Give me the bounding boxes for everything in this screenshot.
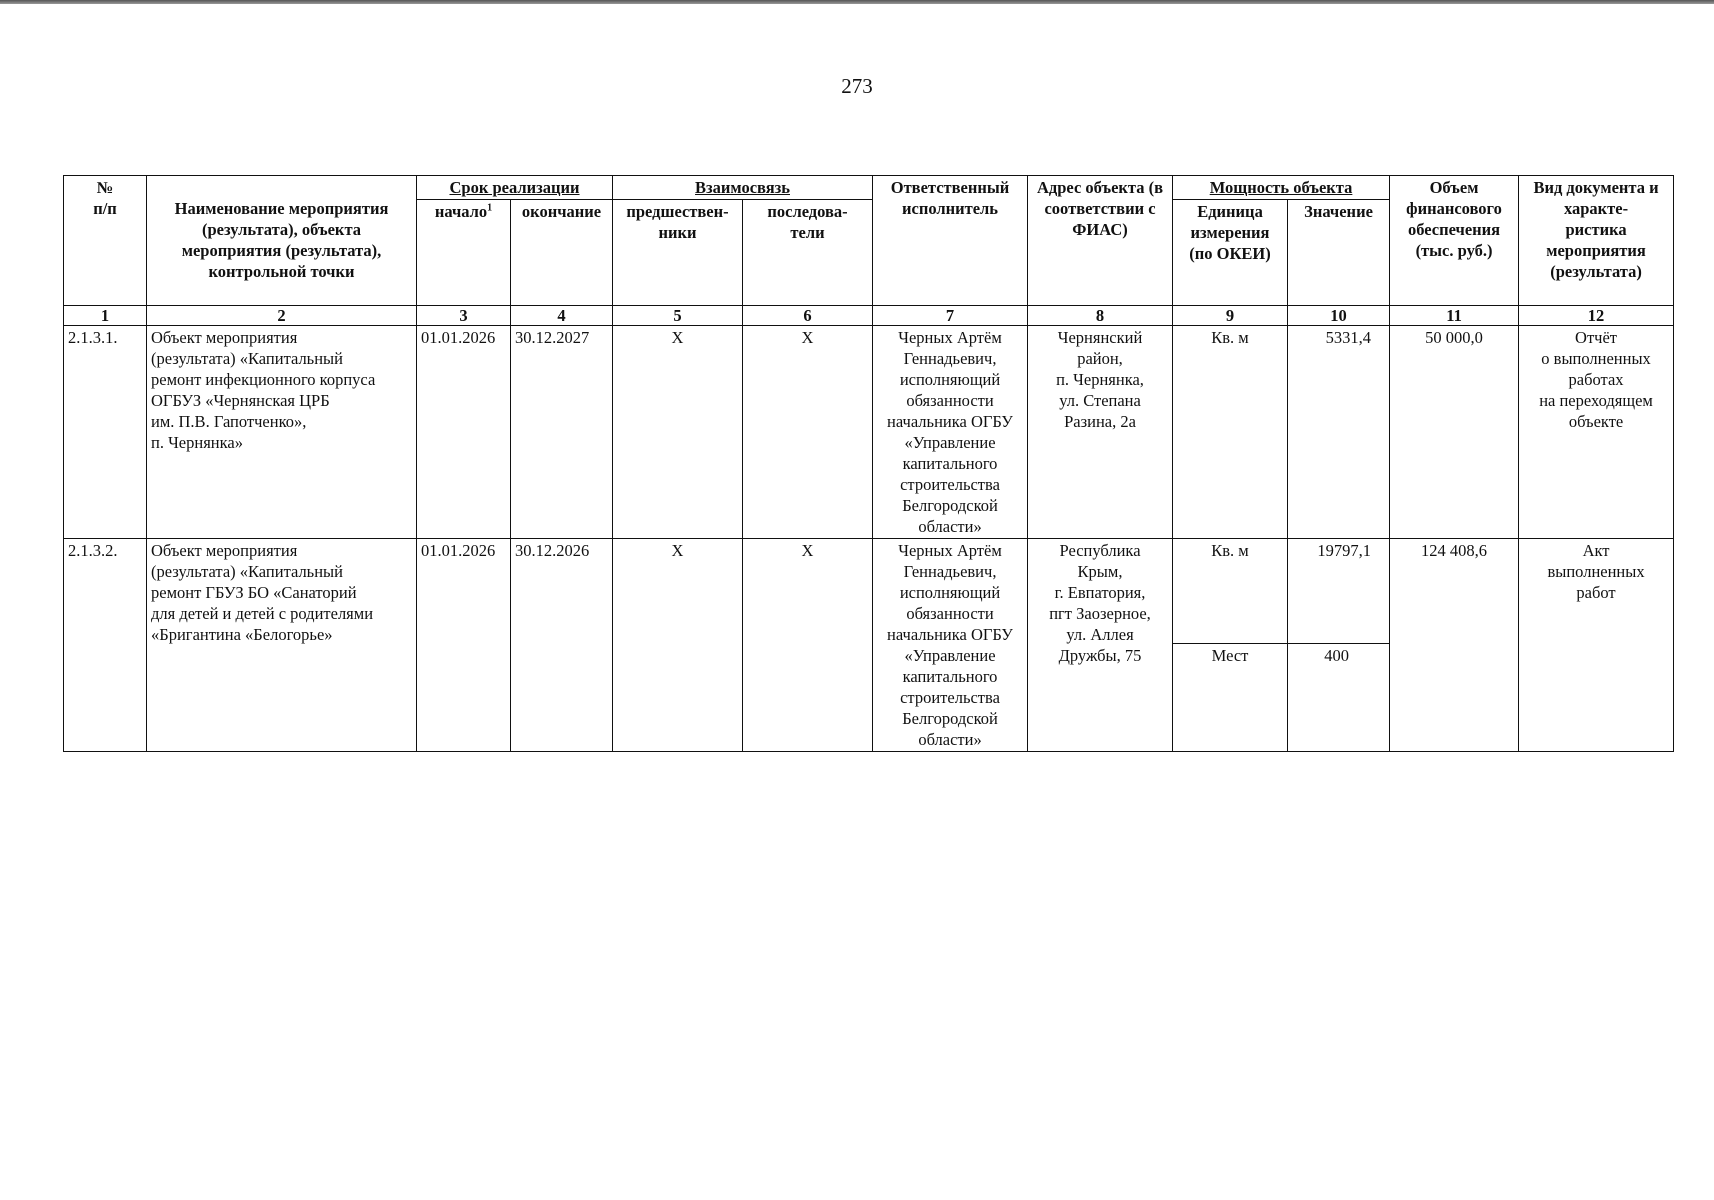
row-value: 19797,1 <box>1288 539 1390 644</box>
column-number: 4 <box>511 306 613 326</box>
header-unit: Единица измерения (по ОКЕИ) <box>1173 200 1288 306</box>
row-responsible: Черных Артём Геннадьевич, исполняющий обязанности начальника ОГБУ «Управление капитального строительства Белгородской области» <box>873 326 1028 539</box>
row-start: 01.01.2026 <box>417 539 511 752</box>
header-responsible: Ответственный исполнитель <box>873 176 1028 306</box>
header-capacity-group <box>1173 176 1390 200</box>
column-number-row <box>64 306 1674 326</box>
header-num: № п/п <box>64 176 147 306</box>
row-start: 01.01.2026 <box>417 326 511 539</box>
row-value: 5331,4 <box>1288 326 1390 539</box>
row-unit: Кв. м <box>1173 539 1288 644</box>
row-finance: 124 408,6 <box>1390 539 1519 752</box>
column-number: 11 <box>1390 306 1519 326</box>
row-doc: Отчёт о выполненных работах на переходящем объекте <box>1519 326 1674 539</box>
row-name: Объект мероприятия (результата) «Капитальный ремонт инфекционного корпуса ОГБУЗ «Чернянская ЦРБ им. П.В. Гапотченко», п. Чернянка» <box>147 326 417 539</box>
column-number: 7 <box>873 306 1028 326</box>
row-end: 30.12.2026 <box>511 539 613 752</box>
row-successors: Х <box>743 539 873 752</box>
header-row-top <box>64 176 1674 200</box>
column-number: 12 <box>1519 306 1674 326</box>
header-start-footnote: 1 <box>487 202 493 214</box>
measures-table <box>63 175 1674 752</box>
column-number: 6 <box>743 306 873 326</box>
header-capacity-group-text: Мощность объекта <box>1209 178 1353 197</box>
row-predecessors: Х <box>613 539 743 752</box>
row-responsible: Черных Артём Геннадьевич, исполняющий обязанности начальника ОГБУ «Управление капитального строительства Белгородской области» <box>873 539 1028 752</box>
header-finance: Объем финансового обеспечения (тыс. руб.) <box>1390 176 1519 306</box>
column-number: 5 <box>613 306 743 326</box>
header-predecessors: предшествен- ники <box>613 200 743 306</box>
scan-top-border <box>0 0 1714 4</box>
row-address: Чернянский район, п. Чернянка, ул. Степана Разина, 2а <box>1028 326 1173 539</box>
header-value: Значение <box>1288 200 1390 306</box>
header-doc: Вид документа и характе- ристика мероприятия (результата) <box>1519 176 1674 306</box>
header-period-group <box>417 176 613 200</box>
header-link-group <box>613 176 873 200</box>
row-successors: Х <box>743 326 873 539</box>
row-predecessors: Х <box>613 326 743 539</box>
header-start <box>417 200 511 306</box>
header-address: Адрес объекта (в соответствии с ФИАС) <box>1028 176 1173 306</box>
row-unit: Кв. м <box>1173 326 1288 539</box>
header-start-text: начало <box>434 202 488 221</box>
header-name <box>147 176 417 306</box>
row-end: 30.12.2027 <box>511 326 613 539</box>
column-number: 8 <box>1028 306 1173 326</box>
row-finance: 50 000,0 <box>1390 326 1519 539</box>
header-period-group-text: Срок реализации <box>449 178 580 197</box>
row-doc: Акт выполненных работ <box>1519 539 1674 752</box>
table-row <box>64 326 1674 539</box>
header-successors: последова- тели <box>743 200 873 306</box>
column-number: 9 <box>1173 306 1288 326</box>
row-unit-2: Мест <box>1173 644 1288 752</box>
page-number: 273 <box>841 74 873 98</box>
column-number: 3 <box>417 306 511 326</box>
header-link-group-text: Взаимосвязь <box>695 178 790 197</box>
row-num: 2.1.3.1. <box>64 326 147 539</box>
header-end: окончание <box>511 200 613 306</box>
column-number: 10 <box>1288 306 1390 326</box>
row-value-2: 400 <box>1288 644 1390 752</box>
column-number: 1 <box>64 306 147 326</box>
header-name-text: Наименование мероприятия (результата), объекта мероприятия (результата), контрольной точки <box>174 199 389 281</box>
table-row <box>64 539 1674 644</box>
row-num: 2.1.3.2. <box>64 539 147 752</box>
row-name: Объект мероприятия (результата) «Капитальный ремонт ГБУЗ БО «Санаторий для детей и детей с родителями «Бригантина «Белогорье» <box>147 539 417 752</box>
column-number: 2 <box>147 306 417 326</box>
row-address: Республика Крым, г. Евпатория, пгт Заозерное, ул. Аллея Дружбы, 75 <box>1028 539 1173 752</box>
